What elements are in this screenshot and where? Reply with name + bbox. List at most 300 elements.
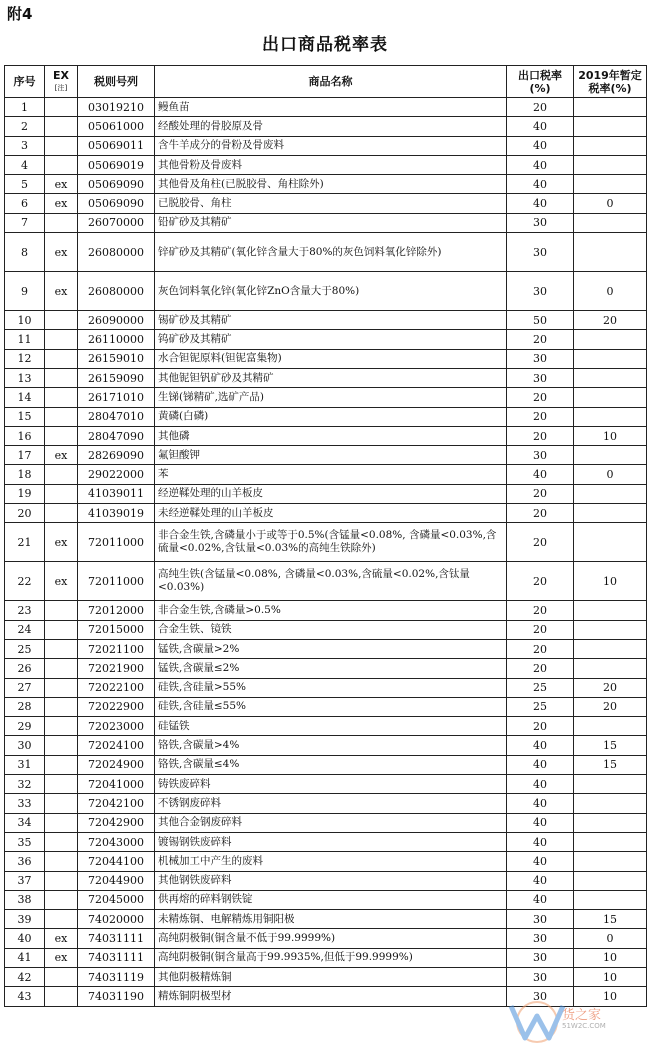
row-export-rate: 40 xyxy=(507,736,574,755)
row-export-rate: 40 xyxy=(507,117,574,136)
row-product-name: 硅铁,含硅量>55% xyxy=(155,678,507,697)
row-export-rate: 30 xyxy=(507,349,574,368)
row-number: 18 xyxy=(5,465,45,484)
header-ex-note: [注] xyxy=(54,83,68,92)
table-row xyxy=(5,562,647,601)
row-ex-flag xyxy=(45,407,78,426)
table-row xyxy=(5,948,647,967)
row-product-name: 锰铁,含碳量≤2% xyxy=(155,659,507,678)
row-export-rate: 40 xyxy=(507,832,574,851)
row-number: 32 xyxy=(5,775,45,794)
row-ex-flag xyxy=(45,755,78,774)
row-temp-rate xyxy=(574,213,647,232)
row-export-rate: 40 xyxy=(507,794,574,813)
row-number: 29 xyxy=(5,717,45,736)
row-number: 37 xyxy=(5,871,45,890)
row-product-name: 锡矿砂及其精矿 xyxy=(155,311,507,330)
row-export-rate: 40 xyxy=(507,465,574,484)
row-number: 19 xyxy=(5,484,45,503)
appendix-label: 附4 xyxy=(7,5,33,23)
row-tariff-code: 26110000 xyxy=(78,330,155,349)
row-export-rate: 20 xyxy=(507,407,574,426)
page-title: 出口商品税率表 xyxy=(262,35,388,55)
row-ex-flag xyxy=(45,98,78,117)
row-tariff-code: 74031190 xyxy=(78,987,155,1006)
header-name: 商品名称 xyxy=(155,66,507,98)
row-export-rate: 25 xyxy=(507,678,574,697)
table-row xyxy=(5,233,647,272)
header-ex xyxy=(45,66,78,98)
row-ex-flag xyxy=(45,813,78,832)
row-tariff-code: 72041000 xyxy=(78,775,155,794)
table-row xyxy=(5,388,647,407)
row-number: 43 xyxy=(5,987,45,1006)
row-ex-flag xyxy=(45,620,78,639)
header-rate-line1: 出口税率 xyxy=(518,68,562,82)
row-tariff-code: 41039019 xyxy=(78,504,155,523)
row-product-name: 经酸处理的骨胶原及骨 xyxy=(155,117,507,136)
row-ex-flag: ex xyxy=(45,446,78,465)
table-row xyxy=(5,967,647,986)
row-number: 14 xyxy=(5,388,45,407)
row-number: 20 xyxy=(5,504,45,523)
row-product-name: 已脱胶骨、角柱 xyxy=(155,194,507,213)
row-product-name: 高纯阴极铜(铜含量高于99.9935%,但低于99.9999%) xyxy=(155,948,507,967)
row-export-rate: 20 xyxy=(507,330,574,349)
row-product-name: 其他阴极精炼铜 xyxy=(155,967,507,986)
row-temp-rate xyxy=(574,504,647,523)
row-product-name: 含牛羊成分的骨粉及骨废料 xyxy=(155,136,507,155)
row-ex-flag xyxy=(45,136,78,155)
row-ex-flag xyxy=(45,697,78,716)
row-tariff-code: 72024900 xyxy=(78,755,155,774)
row-export-rate: 20 xyxy=(507,504,574,523)
row-tariff-code: 05069090 xyxy=(78,175,155,194)
row-temp-rate xyxy=(574,601,647,620)
row-ex-flag xyxy=(45,794,78,813)
row-product-name: 苯 xyxy=(155,465,507,484)
row-ex-flag xyxy=(45,484,78,503)
table-row xyxy=(5,330,647,349)
watermark-text: 货之家 xyxy=(562,1008,602,1023)
row-temp-rate xyxy=(574,794,647,813)
row-temp-rate xyxy=(574,368,647,387)
table-row xyxy=(5,890,647,909)
table-row xyxy=(5,368,647,387)
row-temp-rate: 10 xyxy=(574,987,647,1006)
table-row xyxy=(5,117,647,136)
row-product-name: 高纯阴极铜(铜含量不低于99.9999%) xyxy=(155,929,507,948)
row-number: 4 xyxy=(5,155,45,174)
table-row xyxy=(5,775,647,794)
row-tariff-code: 74031111 xyxy=(78,929,155,948)
row-ex-flag xyxy=(45,717,78,736)
row-product-name: 未精炼铜、电解精炼用铜阳极 xyxy=(155,910,507,929)
row-temp-rate xyxy=(574,330,647,349)
row-product-name: 水合钽铌原料(钽铌富集物) xyxy=(155,349,507,368)
row-ex-flag xyxy=(45,736,78,755)
table-row xyxy=(5,272,647,311)
row-product-name: 高纯生铁(含锰量<0.08%, 含磷量<0.03%,含硫量<0.02%,含钛量<0.03%) xyxy=(155,562,507,601)
row-ex-flag xyxy=(45,987,78,1006)
row-ex-flag xyxy=(45,349,78,368)
row-temp-rate xyxy=(574,484,647,503)
row-export-rate: 40 xyxy=(507,755,574,774)
row-ex-flag: ex xyxy=(45,948,78,967)
row-number: 17 xyxy=(5,446,45,465)
row-export-rate: 20 xyxy=(507,659,574,678)
row-tariff-code: 72021900 xyxy=(78,659,155,678)
row-temp-rate xyxy=(574,175,647,194)
row-product-name: 铬铁,含碳量>4% xyxy=(155,736,507,755)
row-export-rate: 20 xyxy=(507,388,574,407)
row-ex-flag xyxy=(45,117,78,136)
row-temp-rate xyxy=(574,871,647,890)
row-product-name: 镀锡钢铁废碎料 xyxy=(155,832,507,851)
row-ex-flag xyxy=(45,852,78,871)
row-number: 12 xyxy=(5,349,45,368)
row-product-name: 经逆鞣处理的山羊板皮 xyxy=(155,484,507,503)
row-ex-flag: ex xyxy=(45,194,78,213)
row-export-rate: 40 xyxy=(507,813,574,832)
row-temp-rate xyxy=(574,388,647,407)
table-row xyxy=(5,929,647,948)
row-temp-rate xyxy=(574,813,647,832)
row-export-rate: 40 xyxy=(507,871,574,890)
row-ex-flag xyxy=(45,967,78,986)
row-product-name: 其他铌钽钒矿砂及其精矿 xyxy=(155,368,507,387)
row-product-name: 未经逆鞣处理的山羊板皮 xyxy=(155,504,507,523)
row-export-rate: 20 xyxy=(507,98,574,117)
row-temp-rate xyxy=(574,136,647,155)
row-temp-rate: 20 xyxy=(574,697,647,716)
row-export-rate: 20 xyxy=(507,639,574,658)
row-tariff-code: 28047090 xyxy=(78,426,155,445)
row-ex-flag: ex xyxy=(45,562,78,601)
row-ex-flag xyxy=(45,155,78,174)
row-export-rate: 20 xyxy=(507,717,574,736)
row-tariff-code: 05069090 xyxy=(78,194,155,213)
row-export-rate: 50 xyxy=(507,311,574,330)
row-export-rate: 20 xyxy=(507,620,574,639)
row-temp-rate: 15 xyxy=(574,736,647,755)
row-temp-rate xyxy=(574,852,647,871)
row-temp-rate xyxy=(574,890,647,909)
row-temp-rate: 10 xyxy=(574,426,647,445)
table-row xyxy=(5,504,647,523)
row-product-name: 机械加工中产生的废料 xyxy=(155,852,507,871)
row-number: 39 xyxy=(5,910,45,929)
row-temp-rate xyxy=(574,155,647,174)
row-number: 11 xyxy=(5,330,45,349)
row-tariff-code: 72022100 xyxy=(78,678,155,697)
row-export-rate: 40 xyxy=(507,775,574,794)
row-temp-rate xyxy=(574,407,647,426)
row-tariff-code: 72042100 xyxy=(78,794,155,813)
row-tariff-code: 74020000 xyxy=(78,910,155,929)
row-number: 6 xyxy=(5,194,45,213)
row-tariff-code: 29022000 xyxy=(78,465,155,484)
row-temp-rate: 15 xyxy=(574,755,647,774)
row-tariff-code: 72012000 xyxy=(78,601,155,620)
row-temp-rate: 10 xyxy=(574,948,647,967)
table-row xyxy=(5,98,647,117)
row-export-rate: 30 xyxy=(507,272,574,311)
table-row xyxy=(5,659,647,678)
row-number: 36 xyxy=(5,852,45,871)
table-row xyxy=(5,794,647,813)
row-number: 42 xyxy=(5,967,45,986)
row-ex-flag xyxy=(45,311,78,330)
table-row xyxy=(5,407,647,426)
row-temp-rate xyxy=(574,717,647,736)
row-export-rate: 40 xyxy=(507,136,574,155)
table-header-row xyxy=(5,66,647,98)
table-row xyxy=(5,620,647,639)
row-ex-flag xyxy=(45,659,78,678)
row-number: 31 xyxy=(5,755,45,774)
row-export-rate: 40 xyxy=(507,194,574,213)
table-row xyxy=(5,910,647,929)
row-tariff-code: 26171010 xyxy=(78,388,155,407)
row-product-name: 不锈钢废碎料 xyxy=(155,794,507,813)
row-export-rate: 20 xyxy=(507,562,574,601)
row-ex-flag xyxy=(45,871,78,890)
header-temp-line2: 税率(%) xyxy=(588,81,632,95)
row-export-rate: 30 xyxy=(507,929,574,948)
row-tariff-code: 72044100 xyxy=(78,852,155,871)
row-export-rate: 20 xyxy=(507,601,574,620)
row-temp-rate xyxy=(574,775,647,794)
table-row xyxy=(5,832,647,851)
row-export-rate: 20 xyxy=(507,426,574,445)
row-product-name: 鳗鱼苗 xyxy=(155,98,507,117)
row-ex-flag xyxy=(45,832,78,851)
table-row xyxy=(5,446,647,465)
row-temp-rate: 20 xyxy=(574,311,647,330)
row-tariff-code: 28269090 xyxy=(78,446,155,465)
row-tariff-code: 03019210 xyxy=(78,98,155,117)
row-product-name: 生锑(锑精矿,选矿产品) xyxy=(155,388,507,407)
row-number: 28 xyxy=(5,697,45,716)
table-row xyxy=(5,194,647,213)
row-tariff-code: 74031111 xyxy=(78,948,155,967)
row-ex-flag xyxy=(45,504,78,523)
row-number: 35 xyxy=(5,832,45,851)
row-product-name: 其他合金钢废碎料 xyxy=(155,813,507,832)
row-number: 30 xyxy=(5,736,45,755)
row-temp-rate xyxy=(574,832,647,851)
table-row xyxy=(5,601,647,620)
row-tariff-code: 72043000 xyxy=(78,832,155,851)
row-ex-flag: ex xyxy=(45,233,78,272)
row-tariff-code: 72042900 xyxy=(78,813,155,832)
header-ex-label: EX xyxy=(53,68,69,82)
header-code: 税则号列 xyxy=(78,66,155,98)
row-temp-rate: 20 xyxy=(574,678,647,697)
row-tariff-code: 72015000 xyxy=(78,620,155,639)
row-tariff-code: 05061000 xyxy=(78,117,155,136)
header-temp-rate xyxy=(574,66,647,98)
row-export-rate: 20 xyxy=(507,484,574,503)
row-tariff-code: 41039011 xyxy=(78,484,155,503)
row-product-name: 锌矿砂及其精矿(氧化锌含量大于80%的灰色饲料氧化锌除外) xyxy=(155,233,507,272)
row-number: 7 xyxy=(5,213,45,232)
row-export-rate: 20 xyxy=(507,523,574,562)
row-export-rate: 40 xyxy=(507,890,574,909)
row-temp-rate: 0 xyxy=(574,194,647,213)
table-row xyxy=(5,813,647,832)
row-ex-flag xyxy=(45,601,78,620)
row-product-name: 非合金生铁,含磷量小于或等于0.5%(含锰量<0.08%, 含磷量<0.03%,含硫量<0.02%,含钛量<0.03%的高纯生铁除外) xyxy=(155,523,507,562)
row-number: 3 xyxy=(5,136,45,155)
table-row xyxy=(5,311,647,330)
row-ex-flag: ex xyxy=(45,929,78,948)
row-tariff-code: 05069011 xyxy=(78,136,155,155)
row-ex-flag xyxy=(45,368,78,387)
row-number: 25 xyxy=(5,639,45,658)
row-tariff-code: 72023000 xyxy=(78,717,155,736)
row-tariff-code: 72024100 xyxy=(78,736,155,755)
table-row xyxy=(5,697,647,716)
row-tariff-code: 28047010 xyxy=(78,407,155,426)
row-tariff-code: 72045000 xyxy=(78,890,155,909)
row-product-name: 氟钽酸钾 xyxy=(155,446,507,465)
row-temp-rate xyxy=(574,117,647,136)
row-number: 16 xyxy=(5,426,45,445)
row-number: 13 xyxy=(5,368,45,387)
table-row xyxy=(5,755,647,774)
table-row xyxy=(5,175,647,194)
row-product-name: 供再熔的碎料钢铁锭 xyxy=(155,890,507,909)
row-temp-rate: 15 xyxy=(574,910,647,929)
row-tariff-code: 74031119 xyxy=(78,967,155,986)
table-row xyxy=(5,871,647,890)
row-product-name: 硅铁,含硅量≤55% xyxy=(155,697,507,716)
row-temp-rate xyxy=(574,446,647,465)
row-tariff-code: 26159090 xyxy=(78,368,155,387)
row-product-name: 精炼铜阴极型材 xyxy=(155,987,507,1006)
row-product-name: 灰色饲料氧化锌(氧化锌ZnO含量大于80%) xyxy=(155,272,507,311)
row-number: 22 xyxy=(5,562,45,601)
export-tariff-table xyxy=(4,65,647,1007)
table-row xyxy=(5,426,647,445)
row-ex-flag: ex xyxy=(45,175,78,194)
row-ex-flag xyxy=(45,910,78,929)
row-temp-rate: 10 xyxy=(574,967,647,986)
row-number: 27 xyxy=(5,678,45,697)
row-temp-rate xyxy=(574,98,647,117)
row-temp-rate: 10 xyxy=(574,562,647,601)
table-row xyxy=(5,639,647,658)
row-product-name: 黄磷(白磷) xyxy=(155,407,507,426)
row-number: 38 xyxy=(5,890,45,909)
row-product-name: 钨矿砂及其精矿 xyxy=(155,330,507,349)
header-rate-line2: (%) xyxy=(529,81,551,95)
table-row xyxy=(5,136,647,155)
row-export-rate: 30 xyxy=(507,446,574,465)
row-tariff-code: 72011000 xyxy=(78,562,155,601)
row-ex-flag xyxy=(45,890,78,909)
table-row xyxy=(5,852,647,871)
watermark-url: 51W2C.COM xyxy=(562,1022,606,1030)
row-temp-rate xyxy=(574,233,647,272)
row-product-name: 铸铁废碎料 xyxy=(155,775,507,794)
row-export-rate: 40 xyxy=(507,175,574,194)
header-temp-line1: 2019年暂定 xyxy=(578,68,642,82)
row-tariff-code: 05069019 xyxy=(78,155,155,174)
row-ex-flag: ex xyxy=(45,272,78,311)
row-number: 26 xyxy=(5,659,45,678)
row-ex-flag xyxy=(45,678,78,697)
row-number: 10 xyxy=(5,311,45,330)
table-row xyxy=(5,465,647,484)
row-tariff-code: 26080000 xyxy=(78,233,155,272)
row-tariff-code: 72011000 xyxy=(78,523,155,562)
table-row xyxy=(5,484,647,503)
table-row xyxy=(5,717,647,736)
row-ex-flag: ex xyxy=(45,523,78,562)
row-export-rate: 30 xyxy=(507,368,574,387)
row-export-rate: 30 xyxy=(507,967,574,986)
row-temp-rate xyxy=(574,639,647,658)
table-row xyxy=(5,523,647,562)
row-number: 2 xyxy=(5,117,45,136)
header-seq: 序号 xyxy=(5,66,45,98)
row-number: 21 xyxy=(5,523,45,562)
row-number: 40 xyxy=(5,929,45,948)
row-tariff-code: 26090000 xyxy=(78,311,155,330)
row-product-name: 铬铁,含碳量≤4% xyxy=(155,755,507,774)
row-export-rate: 25 xyxy=(507,697,574,716)
row-number: 24 xyxy=(5,620,45,639)
row-number: 9 xyxy=(5,272,45,311)
row-product-name: 铅矿砂及其精矿 xyxy=(155,213,507,232)
row-ex-flag xyxy=(45,639,78,658)
row-number: 23 xyxy=(5,601,45,620)
table-row xyxy=(5,736,647,755)
row-product-name: 其他磷 xyxy=(155,426,507,445)
row-number: 15 xyxy=(5,407,45,426)
row-ex-flag xyxy=(45,775,78,794)
row-temp-rate: 0 xyxy=(574,465,647,484)
row-number: 5 xyxy=(5,175,45,194)
row-number: 34 xyxy=(5,813,45,832)
row-temp-rate: 0 xyxy=(574,272,647,311)
row-number: 33 xyxy=(5,794,45,813)
row-product-name: 其他骨及角柱(已脱胶骨、角柱除外) xyxy=(155,175,507,194)
header-rate xyxy=(507,66,574,98)
row-product-name: 非合金生铁,含磷量>0.5% xyxy=(155,601,507,620)
row-export-rate: 30 xyxy=(507,948,574,967)
row-ex-flag xyxy=(45,330,78,349)
row-number: 41 xyxy=(5,948,45,967)
table-row xyxy=(5,349,647,368)
row-product-name: 合金生铁、镜铁 xyxy=(155,620,507,639)
table-row xyxy=(5,678,647,697)
row-temp-rate: 0 xyxy=(574,929,647,948)
row-tariff-code: 26070000 xyxy=(78,213,155,232)
row-temp-rate xyxy=(574,659,647,678)
row-number: 8 xyxy=(5,233,45,272)
row-tariff-code: 26159010 xyxy=(78,349,155,368)
row-temp-rate xyxy=(574,523,647,562)
row-tariff-code: 26080000 xyxy=(78,272,155,311)
row-product-name: 硅锰铁 xyxy=(155,717,507,736)
row-export-rate: 30 xyxy=(507,233,574,272)
row-temp-rate xyxy=(574,620,647,639)
row-ex-flag xyxy=(45,426,78,445)
